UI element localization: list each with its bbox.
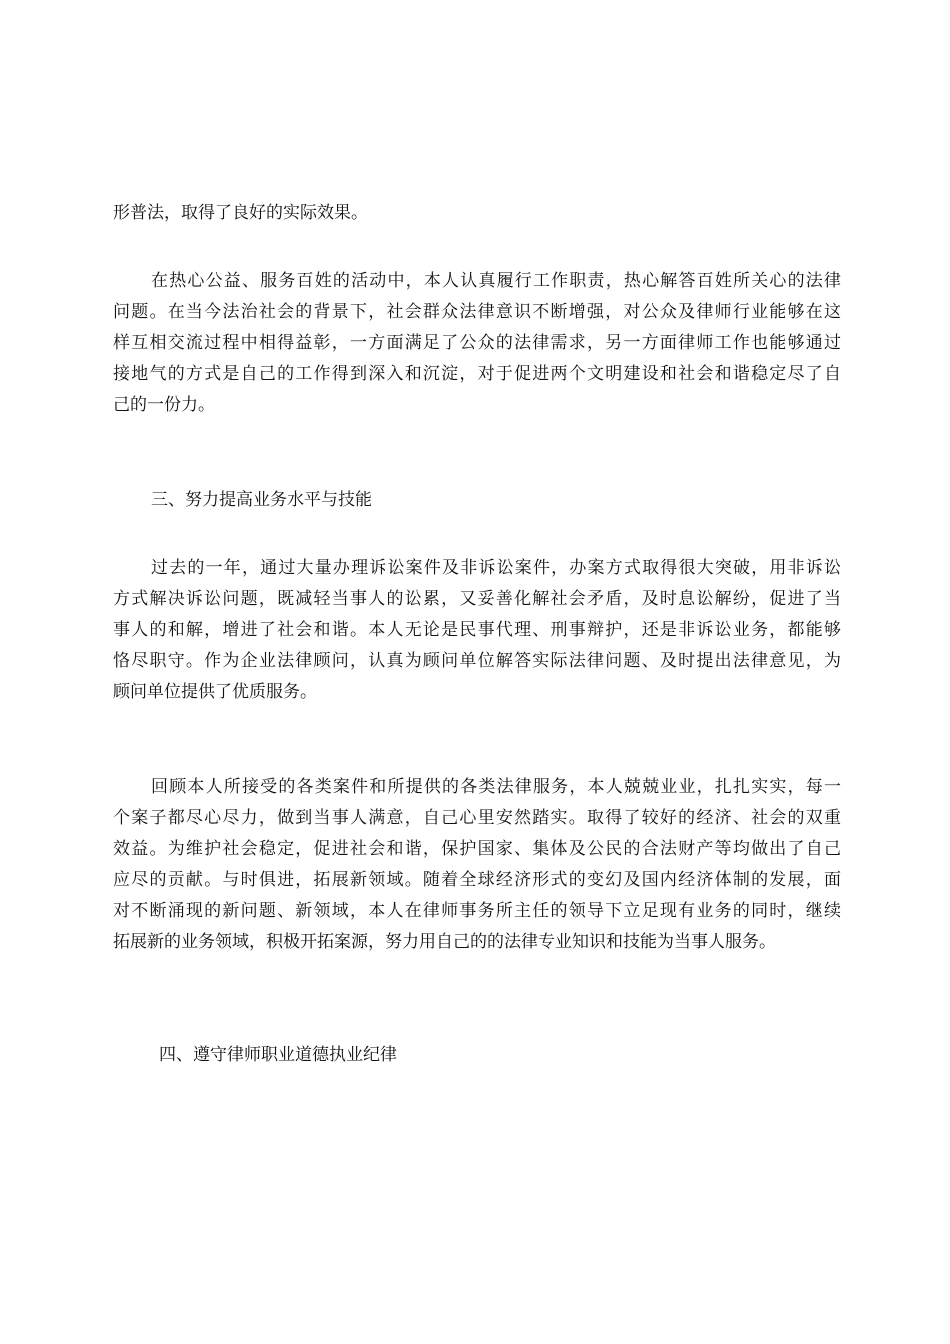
paragraph-line: 方式解决诉讼问题，既减轻当事人的讼累，又妥善化解社会矛盾，及时息讼解纷，促进了当 — [113, 589, 841, 609]
section-heading: 三、努力提高业务水平与技能 — [151, 490, 372, 510]
paragraph-line: 样互相交流过程中相得益彰，一方面满足了公众的法律需求，另一方面律师工作也能够通过 — [113, 333, 841, 353]
paragraph-line: 己的一份力。 — [113, 395, 215, 415]
paragraph-line: 事人的和解，增进了社会和谐。本人无论是民事代理、刑事辩护，还是非诉讼业务，都能够 — [113, 620, 841, 640]
paragraph-line: 形普法，取得了良好的实际效果。 — [113, 203, 368, 223]
paragraph-line: 拓展新的业务领域，积极开拓案源，努力用自己的的法律专业知识和技能为当事人服务。 — [113, 932, 776, 952]
paragraph-line: 在热心公益、服务百姓的活动中，本人认真履行工作职责，热心解答百姓所关心的法律 — [151, 271, 841, 291]
paragraph-line: 回顾本人所接受的各类案件和所提供的各类法律服务，本人兢兢业业，扎扎实实，每一 — [151, 777, 841, 797]
paragraph-line: 过去的一年，通过大量办理诉讼案件及非诉讼案件，办案方式取得很大突破，用非诉讼 — [151, 558, 841, 578]
paragraph-line: 对不断涌现的新问题、新领域，本人在律师事务所主任的领导下立足现有业务的同时，继续 — [113, 901, 841, 921]
paragraph-line: 效益。为维护社会稳定，促进社会和谐，保护国家、集体及公民的合法财产等均做出了自己 — [113, 839, 841, 859]
paragraph-line: 顾问单位提供了优质服务。 — [113, 682, 317, 702]
paragraph-line: 恪尽职守。作为企业法律顾问，认真为顾问单位解答实际法律问题、及时提出法律意见，为 — [113, 651, 841, 671]
paragraph-line: 应尽的贡献。与时俱进，拓展新领域。随着全球经济形式的变幻及国内经济体制的发展，面 — [113, 870, 841, 890]
paragraph-line: 接地气的方式是自己的工作得到深入和沉淀，对于促进两个文明建设和社会和谐稳定尽了自 — [113, 364, 841, 384]
paragraph-line: 问题。在当今法治社会的背景下，社会群众法律意识不断增强，对公众及律师行业能够在这 — [113, 302, 841, 322]
paragraph-line: 个案子都尽心尽力，做到当事人满意，自己心里安然踏实。取得了较好的经济、社会的双重 — [113, 808, 841, 828]
section-heading: 四、遵守律师职业道德执业纪律 — [159, 1045, 397, 1065]
